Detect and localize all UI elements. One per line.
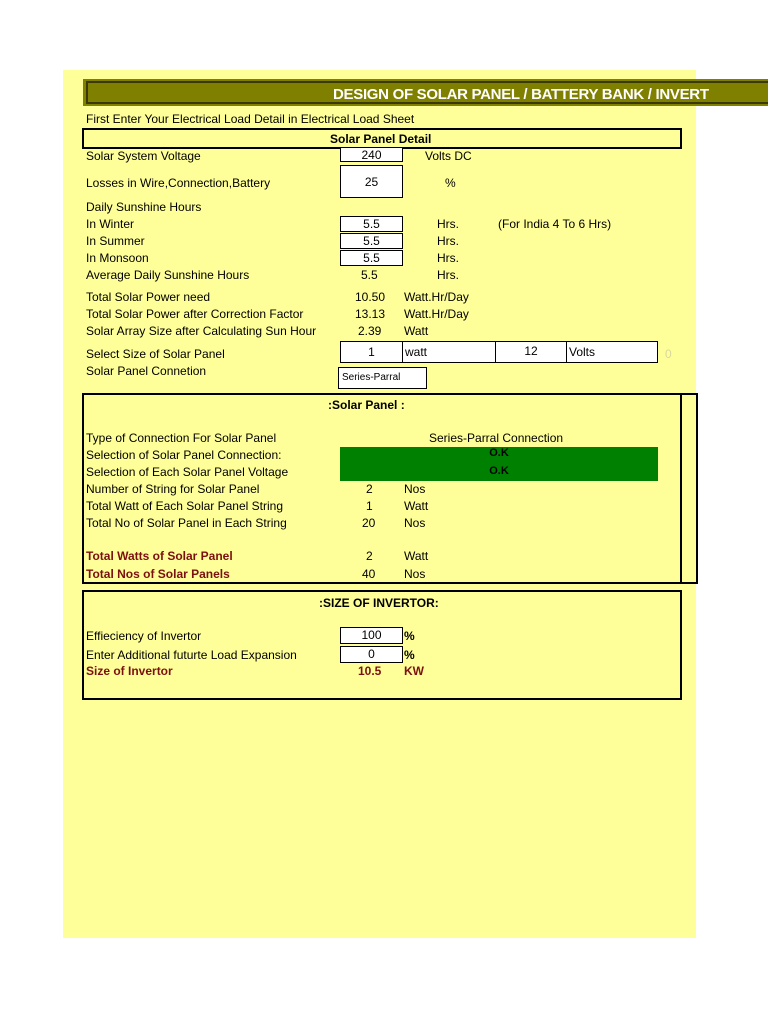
connection-type-value: Series-Parral Connection [429, 431, 564, 445]
monsoon-unit: Hrs. [437, 251, 459, 265]
average-sunshine-label: Average Daily Sunshine Hours [86, 268, 250, 282]
title-banner-frame [86, 81, 768, 104]
total-watts-value: 2 [366, 549, 373, 563]
panel-size-unit: watt [402, 341, 496, 363]
average-sunshine-value: 5.5 [361, 268, 378, 282]
system-voltage-unit: Volts DC [425, 149, 472, 163]
inverter-size-label: Size of Invertor [86, 664, 173, 678]
inverter-efficiency-input[interactable]: 100 [340, 627, 403, 644]
system-voltage-input[interactable]: 240 [340, 147, 403, 162]
winter-input[interactable]: 5.5 [340, 216, 403, 232]
total-nos-label: Total Nos of Solar Panels [86, 567, 230, 581]
panels-per-string-unit: Nos [404, 516, 426, 530]
strings-unit: Nos [404, 482, 426, 496]
selection-voltage-label: Selection of Each Solar Panel Voltage [86, 465, 289, 479]
total-nos-unit: Nos [404, 567, 426, 581]
panel-volts-unit: Volts [566, 341, 658, 363]
losses-label: Losses in Wire,Connection,Battery [86, 176, 271, 190]
solar-panel-detail-header [82, 128, 682, 149]
total-power-unit: Watt.Hr/Day [404, 290, 469, 304]
losses-input[interactable]: 25 [340, 165, 403, 198]
total-power-label: Total Solar Power need [86, 290, 211, 304]
system-voltage-label: Solar System Voltage [86, 149, 201, 163]
watt-per-string-unit: Watt [404, 499, 429, 513]
total-power-corrected-unit: Watt.Hr/Day [404, 307, 469, 321]
average-sunshine-unit: Hrs. [437, 268, 459, 282]
array-size-unit: Watt [404, 324, 429, 338]
panel-connection-select[interactable]: Series-Parral [338, 367, 427, 389]
panel-size-label: Select Size of Solar Panel [86, 347, 225, 361]
watt-per-string-label: Total Watt of Each Solar Panel String [86, 499, 283, 513]
panel-volts-input[interactable]: 12 [495, 341, 567, 363]
panels-per-string-label: Total No of Solar Panel in Each String [86, 516, 287, 530]
total-power-value: 10.50 [355, 290, 386, 304]
connection-type-label: Type of Connection For Solar Panel [86, 431, 277, 445]
panels-per-string-value: 20 [362, 516, 376, 530]
inverter-size-value: 10.5 [358, 664, 382, 678]
inverter-size-unit: KW [404, 664, 424, 678]
summer-input[interactable]: 5.5 [340, 233, 403, 249]
summer-unit: Hrs. [437, 234, 459, 248]
load-expansion-unit: % [404, 648, 415, 662]
load-expansion-label: Enter Additional futurte Load Expansion [86, 648, 297, 662]
monsoon-input[interactable]: 5.5 [340, 250, 403, 266]
total-watts-label: Total Watts of Solar Panel [86, 549, 233, 563]
title-banner [83, 79, 768, 106]
selection-connection-label: Selection of Solar Panel Connection: [86, 448, 282, 462]
total-watts-unit: Watt [404, 549, 429, 563]
winter-label: In Winter [86, 217, 135, 231]
watt-per-string-value: 1 [366, 499, 373, 513]
inverter-efficiency-unit: % [404, 629, 415, 643]
solar-panel-detail-title: Solar Panel Detail [330, 132, 432, 146]
selection-connection-status: O.K [340, 447, 658, 463]
winter-note: (For India 4 To 6 Hrs) [498, 217, 612, 231]
monsoon-label: In Monsoon [86, 251, 149, 265]
array-size-label: Solar Array Size after Calculating Sun Hour [86, 324, 317, 338]
total-power-corrected-value: 13.13 [355, 307, 386, 321]
inverter-efficiency-label: Effieciency of Invertor [86, 629, 202, 643]
summer-label: In Summer [86, 234, 145, 248]
sunshine-heading: Daily Sunshine Hours [86, 200, 202, 214]
solar-panel-section-title: :Solar Panel : [328, 398, 405, 412]
page-title: DESIGN OF SOLAR PANEL / BATTERY BANK / INVERT [333, 86, 709, 103]
losses-unit: % [445, 176, 456, 190]
panel-size-input[interactable]: 1 [340, 341, 403, 363]
inverter-section-title: :SIZE OF INVERTOR: [319, 596, 439, 610]
solar-panel-divider [680, 393, 682, 584]
inverter-section [82, 590, 682, 700]
load-expansion-input[interactable]: 0 [340, 646, 403, 663]
array-size-value: 2.39 [358, 324, 382, 338]
panel-connection-label: Solar Panel Connetion [86, 364, 207, 378]
panel-extra-value: 0 [665, 347, 672, 361]
selection-voltage-status: O.K [340, 463, 658, 481]
winter-unit: Hrs. [437, 217, 459, 231]
total-power-corrected-label: Total Solar Power after Correction Factor [86, 307, 304, 321]
strings-label: Number of String for Solar Panel [86, 482, 260, 496]
strings-value: 2 [366, 482, 373, 496]
total-nos-value: 40 [362, 567, 376, 581]
intro-text: First Enter Your Electrical Load Detail in Electrical Load Sheet [86, 112, 415, 126]
